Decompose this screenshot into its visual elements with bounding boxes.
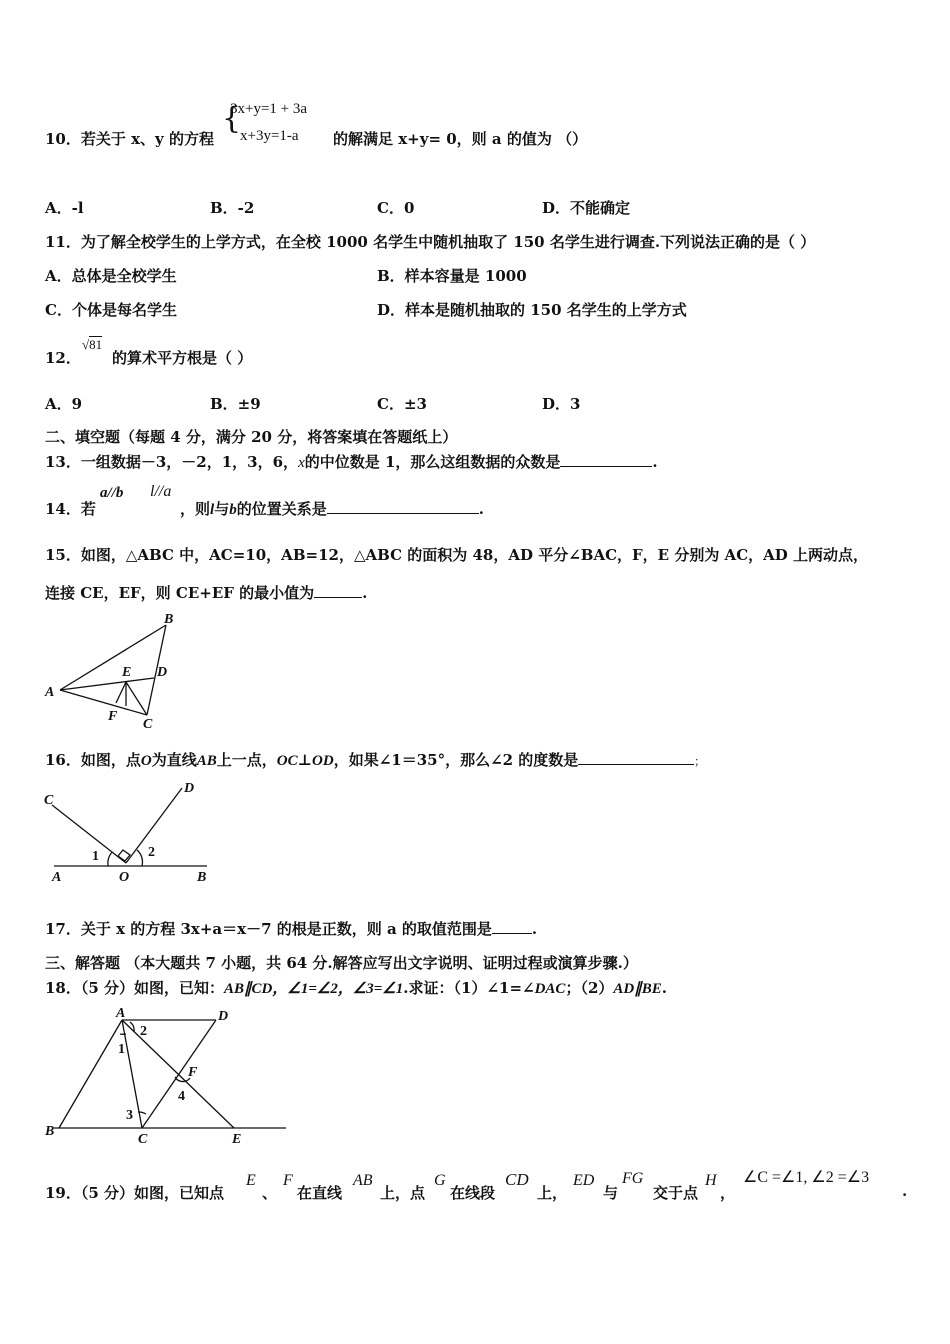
q15-figure <box>42 610 192 735</box>
q18-label-one: 1 <box>118 1042 125 1057</box>
q13-var: x <box>298 455 305 471</box>
q15-line1: 15．如图，△ABC 中，AC=10，AB=12，△ABC 的面积为 48，AD 平分∠BAC，F，E 分别为 AC，AD 上两动点， <box>45 546 868 564</box>
q10-eq2: x+3y=1-a <box>240 128 299 144</box>
q10-option-d: D．不能确定 <box>542 199 631 217</box>
q16 <box>45 749 705 770</box>
q19-cd: CD <box>505 1170 529 1189</box>
q14-yu: 与 <box>214 500 230 518</box>
q14-cond2: l//a <box>150 483 172 500</box>
q19-text-c: 上，点 <box>380 1184 426 1202</box>
q12-radicand: 81 <box>89 337 103 352</box>
q18-dac: DAC <box>534 981 566 997</box>
q18-label-b: B <box>45 1124 55 1139</box>
q16-answer-blank[interactable] <box>578 750 694 765</box>
q18-text-c: ；（2） <box>565 979 614 997</box>
q16-label-two: 2 <box>148 845 155 860</box>
q15-label-c: C <box>143 717 153 732</box>
q19-text-f: 交于点 <box>653 1184 699 1202</box>
q18-figure <box>42 1004 302 1147</box>
q10-option-c: C．0 <box>377 199 415 217</box>
q16-text-c: 上一点， <box>216 751 277 769</box>
q11-option-b: B．样本容量是 1000 <box>377 267 527 285</box>
q19-text-b: 在直线 <box>297 1184 343 1202</box>
q15-label-d: D <box>157 665 168 680</box>
q16-ab: AB <box>196 753 217 769</box>
q14-num: 14．若 <box>45 500 96 518</box>
q18-adbe: AD∥BE <box>613 981 662 997</box>
q19-comma: ， <box>720 1184 736 1202</box>
q14-end: . <box>478 500 484 518</box>
q17-text: 17．关于 x 的方程 3x+a＝x－7 的根是正数，则 a 的取值范围是 <box>45 920 492 938</box>
q11-option-c: C．个体是每名学生 <box>45 301 177 319</box>
section3-heading: 三、解答题 （本大题共 7 小题，共 64 分.解答应写出文字说明、证明过程或演算步骤.） <box>45 954 638 972</box>
q19-f: F <box>283 1172 293 1189</box>
q17 <box>45 918 537 939</box>
q19-ed: ED <box>573 1172 595 1189</box>
q15-answer-blank[interactable] <box>314 583 362 598</box>
q18-end: . <box>661 979 667 997</box>
q11-option-d: D．样本是随机抽取的 150 名学生的上学方式 <box>377 301 687 319</box>
q18-label-e: E <box>232 1132 242 1147</box>
q14-l: l <box>210 502 215 518</box>
q18 <box>45 977 667 998</box>
q15-end: . <box>362 584 368 602</box>
q16-perp: ⊥ <box>297 751 313 769</box>
q17-end: . <box>531 920 538 938</box>
q14-text-a: ，则 <box>180 500 211 518</box>
q15-label-f: F <box>108 709 118 724</box>
q13-end: . <box>652 453 658 471</box>
q13-answer-blank[interactable] <box>560 452 652 467</box>
q10-option-b: B．-2 <box>210 199 255 217</box>
q12-option-d: D．3 <box>542 395 581 413</box>
q16-label-b: B <box>197 870 207 885</box>
q12-sqrt <box>82 337 102 353</box>
q19-text-a: 19．（5 分）如图，已知点 <box>45 1184 225 1202</box>
q18-given: AB∥CD，∠1=∠2，∠3=∠1 <box>224 981 404 997</box>
q18-text-a: 18．（5 分）如图，已知： <box>45 979 225 997</box>
q18-label-four: 4 <box>178 1089 185 1104</box>
q14-cond1: a//b <box>100 485 124 501</box>
q16-text-b: 为直线 <box>151 751 197 769</box>
q19-e: E <box>246 1172 256 1189</box>
q19-h: H <box>705 1172 717 1189</box>
q14-b: b <box>229 502 237 518</box>
q15-label-b: B <box>164 612 174 627</box>
q18-label-f: F <box>188 1065 198 1080</box>
q19-yu: 与 <box>603 1184 619 1202</box>
q15-label-a: A <box>45 685 55 700</box>
q18-label-c: C <box>138 1132 148 1147</box>
q10-brace: { <box>222 101 242 136</box>
q15-label-e: E <box>122 665 132 680</box>
q18-text-b: .求证：（1）∠1=∠ <box>403 979 535 997</box>
q12-option-b: B．±9 <box>210 395 261 413</box>
sqrt-icon: √ <box>82 337 90 352</box>
q19-g: G <box>434 1172 446 1189</box>
q10-prefix: 10．若关于 x、y 的方程 <box>45 130 214 148</box>
q16-text-a: 16．如图，点 <box>45 751 141 769</box>
q13 <box>45 451 658 472</box>
q17-answer-blank[interactable] <box>492 919 532 934</box>
q19-fg: FG <box>622 1170 644 1187</box>
q12-num: 12． <box>45 349 81 367</box>
q10-suffix: 的解满足 x+y= 0，则 a 的值为 （） <box>333 130 588 148</box>
q12-option-c: C．±3 <box>377 395 427 413</box>
q19-end: . <box>902 1182 908 1200</box>
q16-o: O <box>140 753 152 769</box>
q11-stem: 11．为了解全校学生的上学方式，在全校 1000 名学生中随机抽取了 150 名学生进行调查.下列说法正确的是（ ） <box>45 233 816 251</box>
q19-cond: ∠C =∠1, ∠2 =∠3 <box>743 1169 870 1186</box>
q13-text-b: 的中位数是 1，那么这组数据的众数是 <box>304 453 561 471</box>
q16-figure <box>42 778 217 888</box>
q16-oc: OC <box>276 753 298 769</box>
q14-answer-blank[interactable] <box>327 499 479 514</box>
q15-line2 <box>45 582 367 603</box>
q10-option-a: A．-l <box>45 199 84 217</box>
q15-line2-text: 连接 CE，EF，则 CE+EF 的最小值为 <box>45 584 315 602</box>
q19-dun: 、 <box>262 1184 278 1202</box>
q19-ab: AB <box>353 1172 373 1189</box>
q14-text-b: 的位置关系是 <box>236 500 327 518</box>
q12-option-a: A．9 <box>45 395 83 413</box>
q12-stem: 的算术平方根是（ ） <box>112 349 253 367</box>
section2-heading: 二、填空题（每题 4 分，满分 20 分，将答案填在答题纸上） <box>45 428 458 446</box>
q18-label-d: D <box>218 1009 229 1024</box>
q18-label-two: 2 <box>140 1024 147 1039</box>
q16-label-d: D <box>184 781 195 796</box>
q16-od: OD <box>312 753 334 769</box>
q18-label-a: A <box>116 1006 126 1021</box>
q16-label-one: 1 <box>92 849 99 864</box>
q19-text-e: 上， <box>537 1184 568 1202</box>
q19-text-d: 在线段 <box>450 1184 496 1202</box>
q18-label-three: 3 <box>126 1108 133 1123</box>
q16-label-o: O <box>119 870 130 885</box>
q16-label-c: C <box>44 793 54 808</box>
q16-text-d: ，如果∠1＝35°，那么∠2 的度数是 <box>333 751 579 769</box>
q16-label-a: A <box>52 870 62 885</box>
q16-end: ； <box>694 755 706 768</box>
q14-rest <box>180 498 484 519</box>
q10-eq1: 3x+y=1 + 3a <box>230 101 308 117</box>
q13-text-a: 13．一组数据－3，－2，1，3，6， <box>45 453 299 471</box>
q11-option-a: A．总体是全校学生 <box>45 267 177 285</box>
